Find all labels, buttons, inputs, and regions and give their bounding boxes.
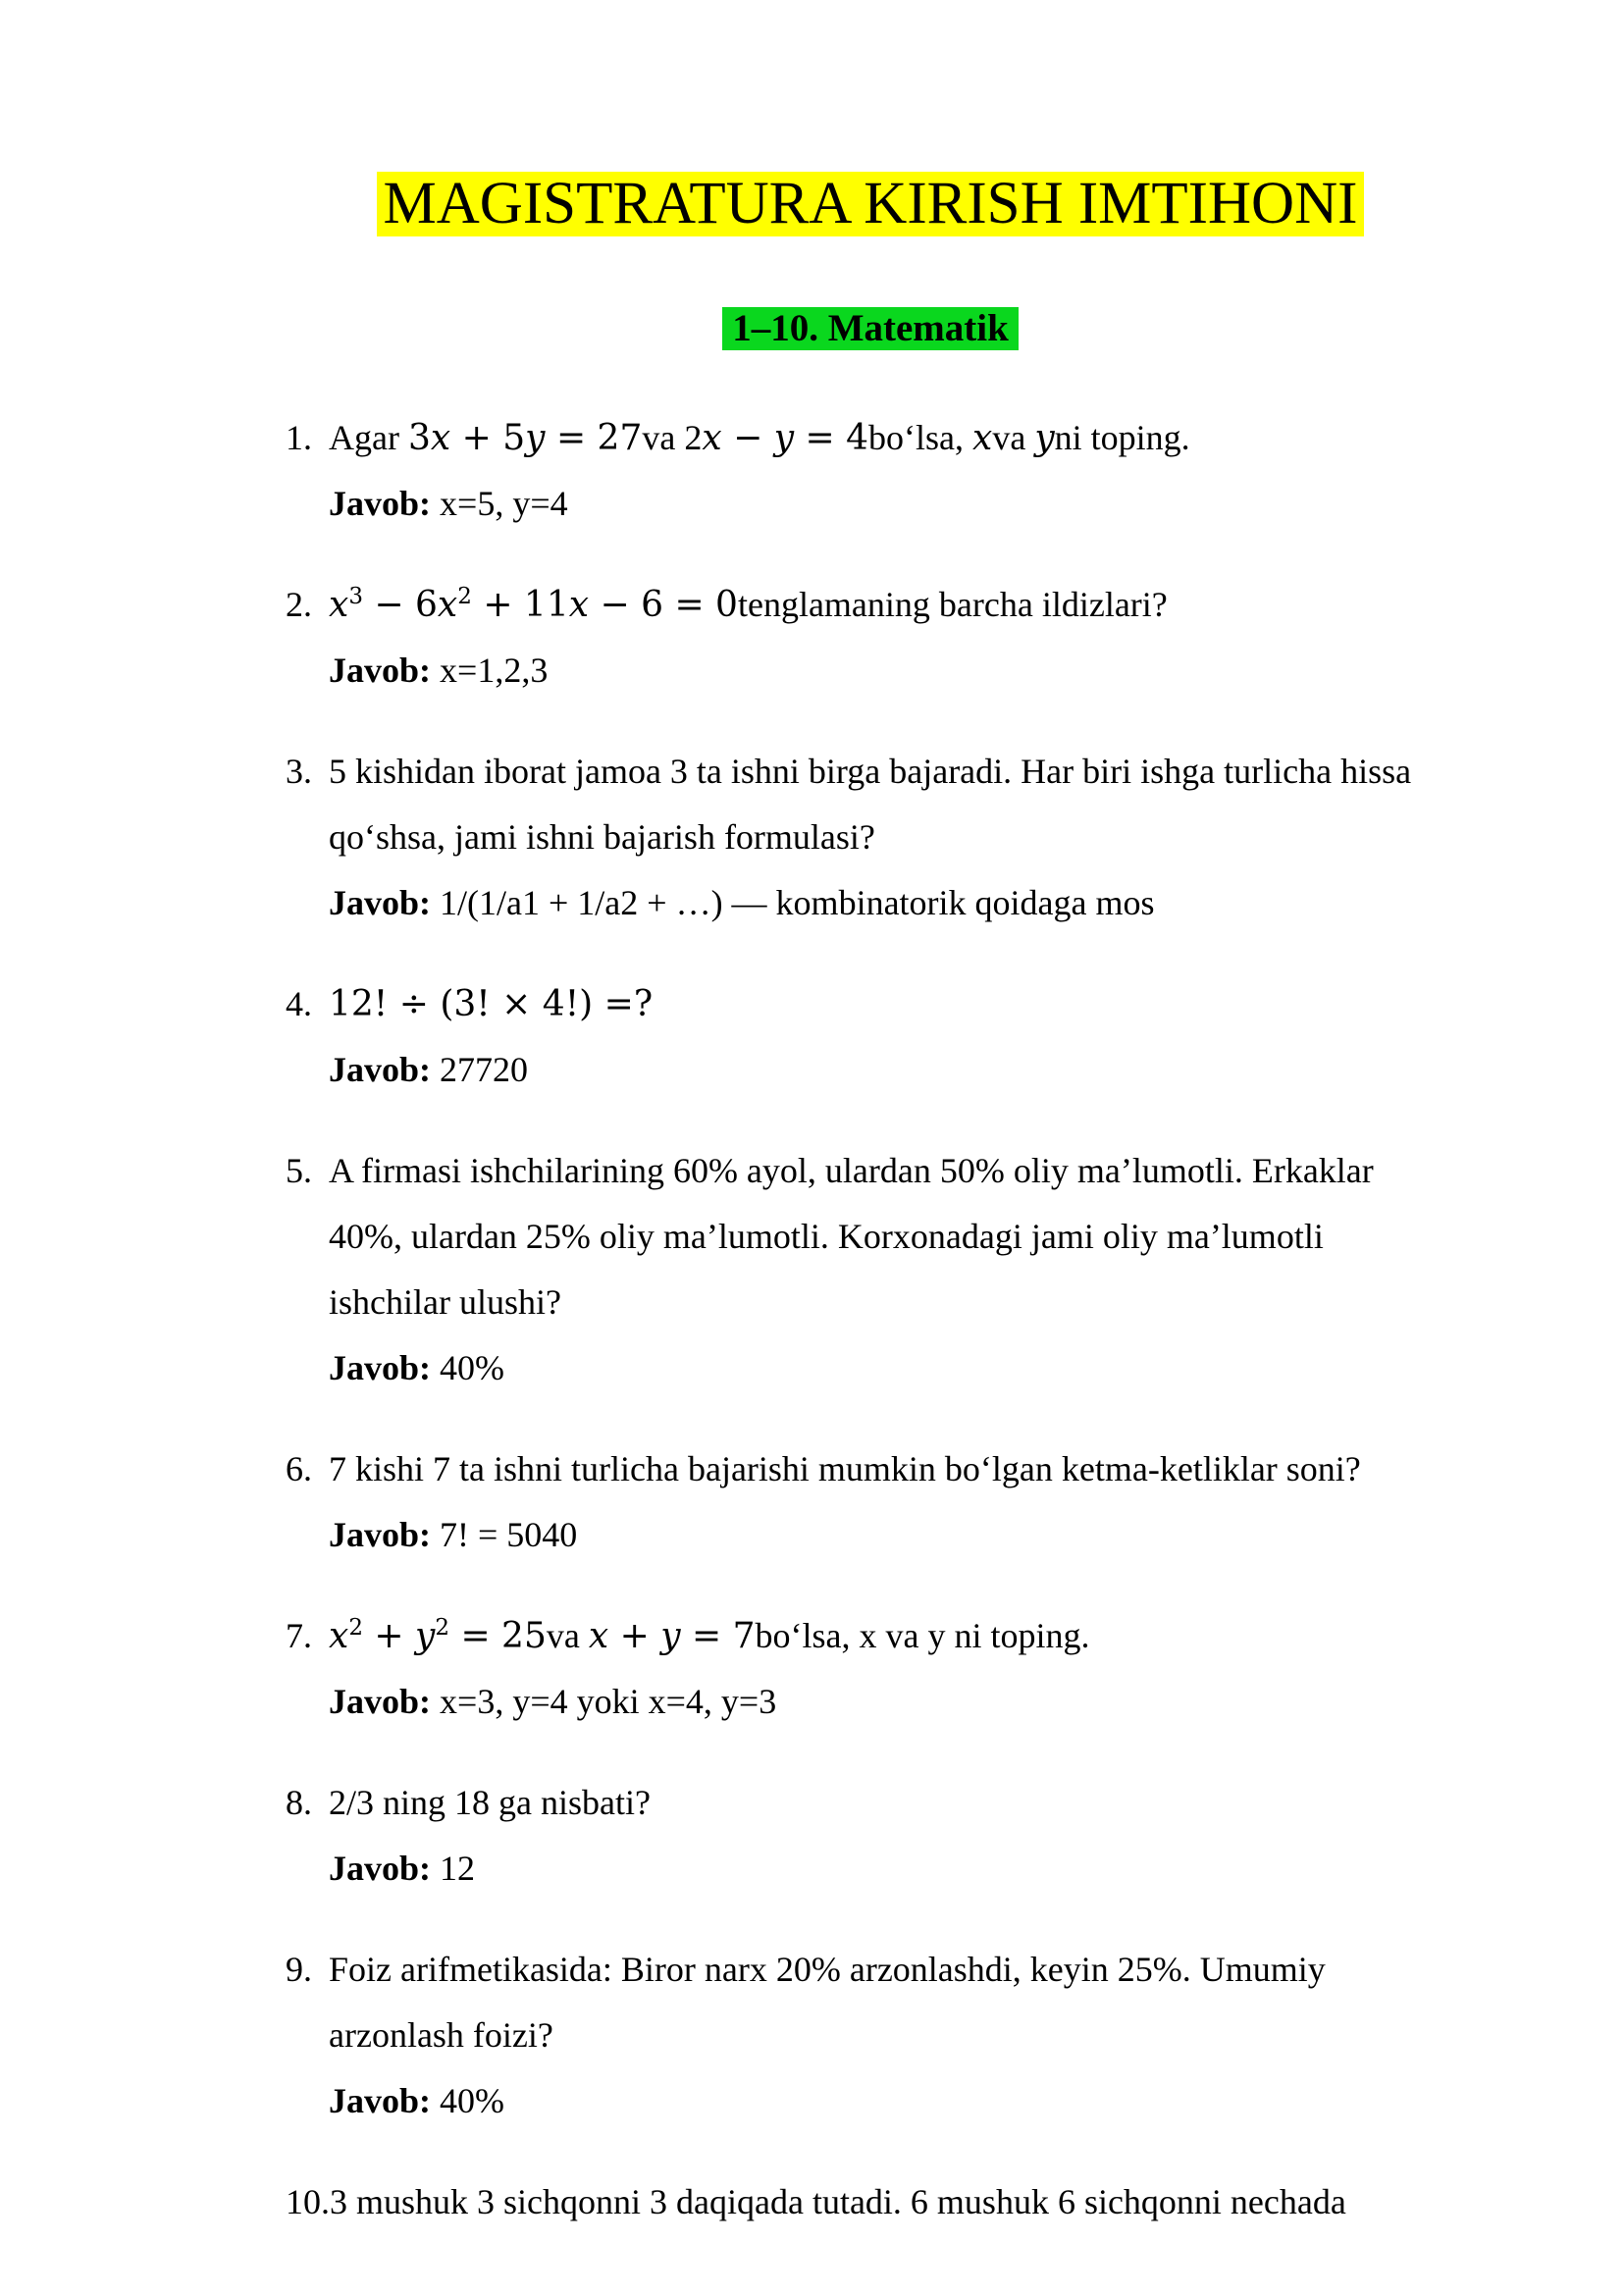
question-number: 7.: [286, 1616, 312, 1655]
question-line: [329, 1603, 1477, 1669]
math-text: = 4: [794, 418, 869, 458]
math-text: = 25: [449, 1616, 547, 1656]
question-item: [239, 1937, 1501, 2134]
math-variable: x: [702, 418, 722, 458]
question-body: [329, 572, 1477, 704]
answer-label: Javob:: [329, 1050, 432, 1089]
text-segment: boʻlsa, x va y ni toping.: [755, 1616, 1090, 1655]
question-text: [329, 572, 1477, 638]
text-segment: va: [546, 1616, 589, 1655]
question-number: 9.: [286, 1950, 312, 1989]
math-text: − 6: [362, 585, 438, 625]
question-item: [239, 739, 1501, 936]
question-text: [329, 1770, 1477, 1836]
math-text: − 6 = 0: [589, 585, 738, 625]
math-text: = 7: [680, 1616, 756, 1656]
question-number: 6.: [286, 1449, 312, 1488]
question-text: [330, 2169, 1478, 2235]
math-text: 3: [348, 584, 363, 609]
text-segment: arzonlash foizi?: [329, 2015, 553, 2055]
text-segment: 5 kishidan iborat jamoa 3 ta ishni birga bajaradi. Har biri ishga turlicha hissa: [329, 752, 1412, 791]
question-line: [329, 739, 1477, 805]
text-segment: tenglamaning barcha ildizlari?: [737, 585, 1168, 624]
answer-text: x=5, y=4: [431, 484, 568, 523]
math-variable: y: [415, 1616, 436, 1656]
question-body: [329, 1138, 1477, 1401]
question-line: [329, 1937, 1477, 2003]
question-body: [329, 1937, 1477, 2134]
question-number: 2.: [286, 585, 312, 624]
answer-line: [329, 1669, 1477, 1735]
math-variable: x: [329, 1616, 349, 1656]
answer-text: 40%: [431, 1348, 505, 1387]
page-title: [239, 0, 1501, 238]
title-highlight: MAGISTRATURA KIRISH IMTIHONI: [377, 172, 1365, 236]
math-variable: x: [437, 585, 458, 625]
math-text: +: [608, 1616, 661, 1656]
question-number: 3.: [286, 752, 312, 791]
question-line: [329, 1770, 1477, 1836]
answer-label: Javob:: [329, 484, 432, 523]
math-text: +: [362, 1616, 416, 1656]
answer-text: 12: [431, 1849, 476, 1888]
question-number: 10.: [286, 2182, 330, 2221]
question-item: [239, 405, 1501, 537]
text-segment: qoʻshsa, jami ishni bajarish formulasi?: [329, 817, 875, 857]
question-body: [330, 2169, 1478, 2235]
text-segment: A firmasi ishchilarining 60% ayol, ulardan 50% oliy ma’lumotli. Erkaklar: [329, 1151, 1374, 1190]
question-item: [239, 1603, 1501, 1735]
math-text: + 11: [471, 585, 569, 625]
question-number: 5.: [286, 1151, 312, 1190]
question-line: [329, 405, 1477, 471]
question-line: [329, 1436, 1477, 1502]
question-text: [329, 739, 1477, 870]
question-line: [329, 1138, 1477, 1204]
math-variable: y: [1034, 418, 1055, 458]
math-text: 2: [435, 1615, 449, 1641]
answer-text: 7! = 5040: [431, 1515, 578, 1554]
question-line: [329, 1270, 1477, 1335]
answer-label: Javob:: [329, 1348, 432, 1387]
answer-label: Javob:: [329, 2081, 432, 2120]
answer-line: [329, 638, 1477, 704]
text-segment: 2/3 ning 18 ga nisbati?: [329, 1783, 651, 1822]
question-line: [329, 572, 1477, 638]
answer-line: [329, 1836, 1477, 1902]
math-variable: x: [972, 418, 993, 458]
question-list: [239, 405, 1501, 2235]
math-variable: x: [329, 585, 349, 625]
question-text: [329, 1603, 1477, 1669]
answer-text: 40%: [431, 2081, 505, 2120]
question-item: [239, 2169, 1501, 2235]
answer-line: [329, 1037, 1477, 1103]
question-body: [329, 1436, 1477, 1568]
text-segment: Agar: [329, 418, 408, 457]
question-item: [239, 1770, 1501, 1902]
math-variable: x: [588, 1616, 609, 1656]
answer-label: Javob:: [329, 1682, 432, 1721]
text-segment: va 2: [642, 418, 703, 457]
math-text: = 27: [545, 418, 643, 458]
question-line: [329, 971, 1477, 1037]
text-segment: ni toping.: [1054, 418, 1190, 457]
document-content: [239, 0, 1501, 2235]
subtitle-highlight: 1–10. Matematik: [722, 307, 1019, 350]
question-item: [239, 572, 1501, 704]
math-variable: y: [525, 418, 546, 458]
text-segment: 40%, ulardan 25% oliy ma’lumotli. Korxonadagi jami oliy ma’lumotli: [329, 1217, 1324, 1256]
math-text: 2: [457, 584, 472, 609]
answer-line: [329, 2068, 1477, 2134]
question-number: 8.: [286, 1783, 312, 1822]
text-segment: 7 kishi 7 ta ishni turlicha bajarishi mumkin boʻlgan ketma-ketliklar soni?: [329, 1449, 1361, 1488]
question-text: [329, 1436, 1477, 1502]
math-variable: y: [660, 1616, 681, 1656]
math-text: −: [721, 418, 774, 458]
question-text: [329, 1138, 1477, 1335]
math-text: + 5: [450, 418, 526, 458]
question-body: [329, 971, 1477, 1103]
question-item: [239, 1436, 1501, 1568]
question-line: [329, 805, 1477, 870]
question-body: [329, 1770, 1477, 1902]
math-text: 12! ÷ (3! × 4!) =?: [329, 984, 654, 1024]
section-subtitle: [239, 238, 1501, 350]
text-segment: va: [992, 418, 1035, 457]
answer-label: Javob:: [329, 883, 432, 922]
question-text: [329, 405, 1477, 471]
answer-label: Javob:: [329, 1515, 432, 1554]
answer-line: [329, 471, 1477, 537]
math-variable: x: [430, 418, 451, 458]
math-text: 3: [407, 418, 431, 458]
question-item: [239, 971, 1501, 1103]
question-text: [329, 971, 1477, 1037]
answer-text: 27720: [431, 1050, 529, 1089]
text-segment: ishchilar ulushi?: [329, 1282, 561, 1322]
answer-label: Javob:: [329, 1849, 432, 1888]
question-line: [329, 2003, 1477, 2068]
math-variable: x: [568, 585, 590, 625]
question-body: [329, 405, 1477, 537]
question-line: [330, 2169, 1478, 2235]
math-text: 2: [348, 1615, 363, 1641]
text-segment: boʻlsa,: [868, 418, 973, 457]
question-body: [329, 1603, 1477, 1735]
question-line: [329, 1204, 1477, 1270]
question-number: 4.: [286, 984, 312, 1023]
text-segment: Foiz arifmetikasida: Biror narx 20% arzonlashdi, keyin 25%. Umumiy: [329, 1950, 1326, 1989]
answer-text: x=3, y=4 yoki x=4, y=3: [431, 1682, 777, 1721]
math-variable: y: [773, 418, 795, 458]
answer-text: 1/(1/a1 + 1/a2 + …) — kombinatorik qoidaga mos: [431, 883, 1155, 922]
answer-line: [329, 870, 1477, 936]
text-segment: 3 mushuk 3 sichqonni 3 daqiqada tutadi. 6 mushuk 6 sichqonni nechada: [330, 2182, 1346, 2221]
answer-line: [329, 1335, 1477, 1401]
answer-text: x=1,2,3: [431, 651, 549, 690]
answer-line: [329, 1502, 1477, 1568]
question-body: [329, 739, 1477, 936]
question-text: [329, 1937, 1477, 2068]
answer-label: Javob:: [329, 651, 432, 690]
question-number: 1.: [286, 418, 312, 457]
question-item: [239, 1138, 1501, 1401]
